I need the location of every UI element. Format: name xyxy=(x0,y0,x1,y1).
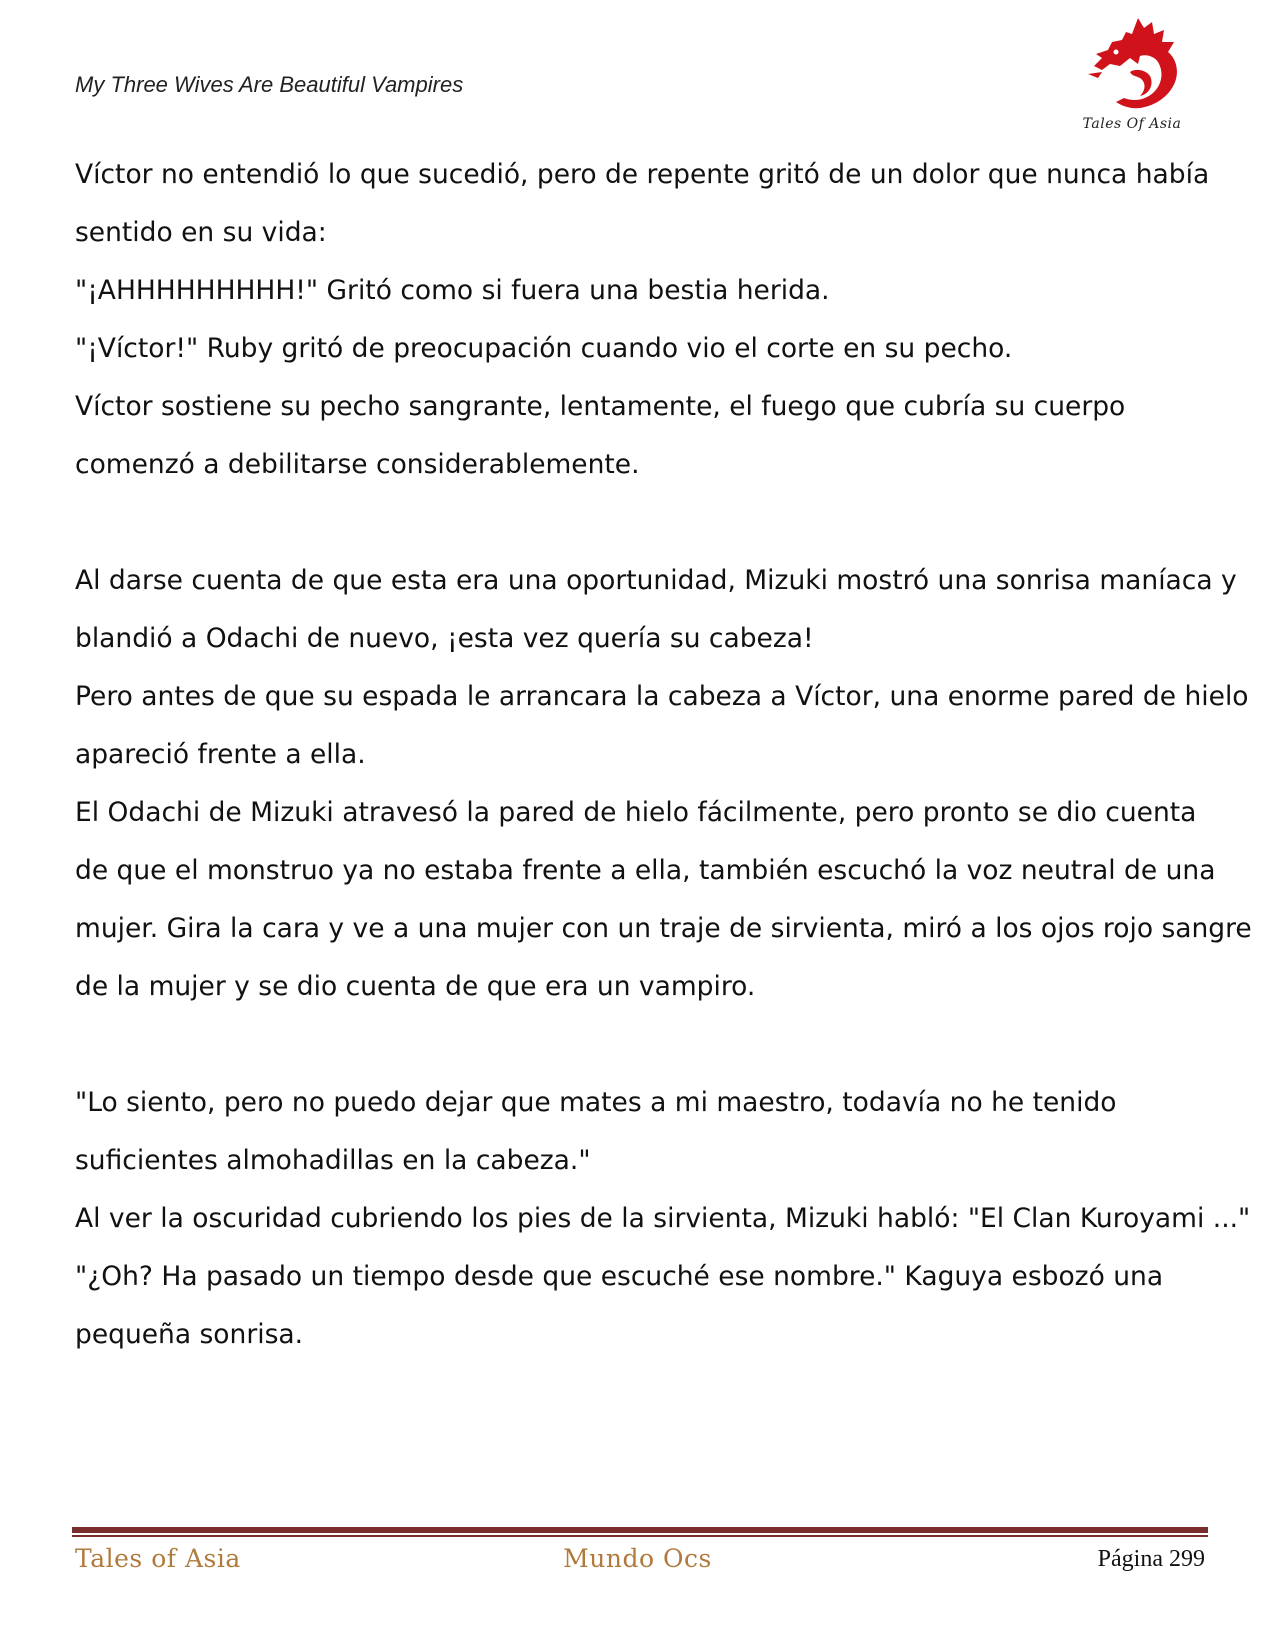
text-line: sentido en su vida: xyxy=(75,217,327,248)
text-line: pequeña sonrisa. xyxy=(75,1319,304,1350)
footer-rule-thin xyxy=(72,1535,1208,1537)
text-line: "¡AHHHHHHHHH!" Gritó como si fuera una bestia herida. xyxy=(75,275,830,306)
text-line: mujer. Gira la cara y ve a una mujer con un traje de sirvienta, miró a los ojos rojo sangre xyxy=(75,913,1252,944)
text-line: "¿Oh? Ha pasado un tiempo desde que escuché ese nombre." Kaguya esbozó una xyxy=(75,1261,1164,1292)
paragraph-gap xyxy=(75,1016,1205,1074)
body-text xyxy=(75,146,1252,1364)
text-line: apareció frente a ella. xyxy=(75,739,366,770)
text-line: "¡Víctor!" Ruby gritó de preocupación cuando vio el corte en su pecho. xyxy=(75,333,1013,364)
text-line: Víctor no entendió lo que sucedió, pero de repente gritó de un dolor que nunca había xyxy=(75,159,1210,190)
text-line: Víctor sostiene su pecho sangrante, lentamente, el fuego que cubría su cuerpo xyxy=(75,391,1126,422)
text-line: "Lo siento, pero no puedo dejar que mates a mi maestro, todavía no he tenido xyxy=(75,1087,1117,1118)
text-line: suficientes almohadillas en la cabeza." xyxy=(75,1145,591,1176)
footer-site-name: Tales of Asia xyxy=(75,1544,241,1573)
text-line: Al ver la oscuridad cubriendo los pies de la sirvienta, Mizuki habló: "El Clan Kuroyami ..." xyxy=(75,1203,1251,1234)
text-line: Al darse cuenta de que esta era una oportunidad, Mizuki mostró una sonrisa maníaca y xyxy=(75,565,1237,596)
footer-center-label: Mundo Ocs xyxy=(563,1544,712,1573)
red-dragon-logo-icon xyxy=(1080,14,1184,118)
page-number: Página 299 xyxy=(1097,1546,1205,1572)
logo-text: Tales Of Asia xyxy=(1082,116,1182,132)
footer-rule xyxy=(72,1527,1208,1533)
text-line: El Odachi de Mizuki atravesó la pared de hielo fácilmente, pero pronto se dio cuenta xyxy=(75,797,1197,828)
header-title: My Three Wives Are Beautiful Vampires xyxy=(75,72,464,97)
text-line: de la mujer y se dio cuenta de que era un vampiro. xyxy=(75,971,756,1002)
logo xyxy=(1080,14,1184,138)
text-line: comenzó a debilitarse considerablemente. xyxy=(75,449,640,480)
text-line: blandió a Odachi de nuevo, ¡esta vez quería su cabeza! xyxy=(75,623,814,654)
paragraph-gap xyxy=(75,494,1205,552)
text-line: Pero antes de que su espada le arrancara la cabeza a Víctor, una enorme pared de hielo xyxy=(75,681,1249,712)
text-line: de que el monstruo ya no estaba frente a ella, también escuchó la voz neutral de una xyxy=(75,855,1216,886)
